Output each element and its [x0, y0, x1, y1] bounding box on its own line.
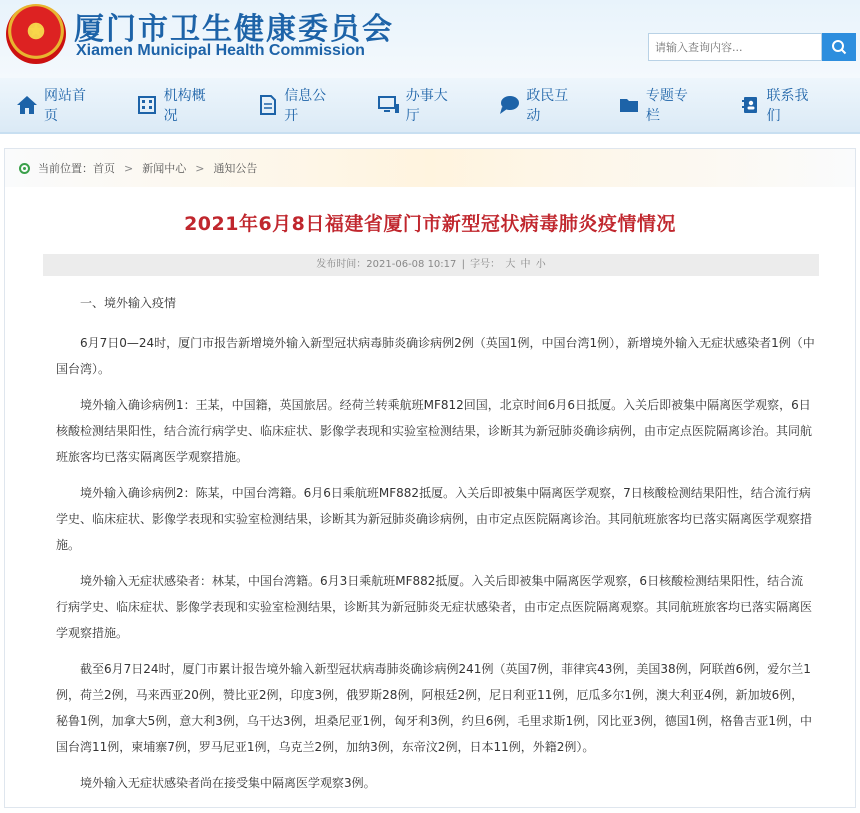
- folder-icon: [619, 95, 640, 115]
- nav-item-info[interactable]: [257, 85, 338, 125]
- nav-item-service[interactable]: [378, 85, 459, 125]
- article-paragraph: 截至6月7日24时，厦门市累计报告境外输入新型冠状病毒肺炎确诊病例241例（英国7例，菲律宾43例，美国38例，阿联酋6例，爱尔兰1例，荷兰2例，马来西亚20例，赞比亚2例，印度3例，俄罗斯28例，阿根廷2例，尼日利亚11例，厄瓜多尔1例，澳大利亚4例，新加坡6例，秘鲁1例，加拿大5例，意大利3例，乌干达3例，坦桑尼亚1例，匈牙利3例，约旦6例，毛里求斯1例，冈比亚3例，德国1例，格鲁吉亚1例，中国台湾11例，柬埔寨7例，罗马尼亚1例，乌克兰2例，加纳3例，东帝汶2例，日本11例，外籍2例）。: [56, 662, 812, 754]
- search-button[interactable]: [822, 33, 856, 61]
- font-size-large-link[interactable]: 大: [505, 259, 516, 270]
- nav-label: 政民互动: [526, 88, 569, 124]
- article-paragraph: 境外输入无症状感染者尚在接受集中隔离医学观察3例。: [80, 776, 376, 790]
- building-icon: [137, 95, 158, 115]
- publish-time: 发布时间：2021-06-08 10:17: [316, 259, 457, 270]
- national-emblem-icon: ★: [6, 4, 66, 64]
- meta-separator: |: [461, 259, 465, 270]
- chevron-right-icon: >: [124, 161, 134, 175]
- monitor-icon: [378, 95, 400, 115]
- chat-icon: [498, 95, 520, 115]
- nav-item-about[interactable]: [137, 85, 218, 125]
- nav-label: 办事大厅: [405, 88, 448, 124]
- location-icon: [19, 163, 30, 174]
- search-input[interactable]: [648, 33, 822, 61]
- breadcrumb-notices[interactable]: 通知公告: [213, 162, 258, 175]
- article-title: 2021年6月8日福建省厦门市新型冠状病毒肺炎疫情情况: [184, 213, 676, 235]
- contact-icon: [739, 95, 760, 115]
- nav-label: 网站首页: [44, 88, 86, 124]
- nav-label: 联系我们: [766, 88, 809, 124]
- home-icon: [16, 95, 38, 115]
- article-meta: [43, 254, 819, 276]
- font-size-label: 字号：: [470, 259, 501, 270]
- section-heading: 一、境外输入疫情: [80, 296, 177, 310]
- article-paragraph: 6月7日0—24时，厦门市报告新增境外输入新型冠状病毒肺炎确诊病例2例（英国1例，中国台湾1例），新增境外输入无症状感染者1例（中国台湾）。: [56, 336, 815, 376]
- article-paragraph: 境外输入无症状感染者：林某，中国台湾籍。6月3日乘航班MF882抵厦。入关后即被集中隔离医学观察，6日核酸检测结果阳性，结合流行病学史、临床症状、影像学表现和实验室检测结果，诊断其为新冠肺炎无症状感染者，由市定点医院隔离观察。其同航班旅客均已落实隔离医学观察措施。: [56, 574, 813, 640]
- nav-item-interact[interactable]: [498, 85, 579, 125]
- main-nav: [0, 78, 860, 134]
- article-paragraph: 境外输入确诊病例2：陈某，中国台湾籍。6月6日乘航班MF882抵厦。入关后即被集中隔离医学观察，7日核酸检测结果阳性，结合流行病学史、临床症状、影像学表现和实验室检测结果，诊断其为新冠肺炎确诊病例，由市定点医院隔离诊治。其同航班旅客均已落实隔离医学观察措施。: [56, 486, 813, 552]
- article-container: [4, 148, 856, 808]
- nav-label: 专题专栏: [645, 88, 688, 124]
- site-header: [0, 0, 860, 78]
- font-size-small-link[interactable]: 小: [535, 259, 546, 270]
- site-title-en: Xiamen Municipal Health Commission: [76, 42, 365, 59]
- chevron-right-icon: >: [195, 161, 205, 175]
- font-size-medium-link[interactable]: 中: [520, 259, 531, 270]
- breadcrumb-prefix: 当前位置：: [38, 162, 93, 175]
- nav-item-topics[interactable]: [619, 85, 700, 125]
- breadcrumb: [5, 149, 855, 187]
- search-icon: [831, 39, 847, 55]
- document-icon: [257, 95, 278, 115]
- search-box: [648, 33, 856, 61]
- site-title-cn[interactable]: 厦门市卫生健康委员会: [74, 12, 394, 47]
- nav-item-contact[interactable]: [739, 85, 820, 125]
- breadcrumb-news[interactable]: 新闻中心: [142, 162, 187, 175]
- article-body: [5, 276, 855, 796]
- nav-item-home[interactable]: [16, 85, 97, 125]
- nav-label: 机构概况: [163, 88, 206, 124]
- article-paragraph: 境外输入确诊病例1：王某，中国籍，英国旅居。经荷兰转乘航班MF812回国，北京时间6月6日抵厦。入关后即被集中隔离医学观察，6日核酸检测结果阳性，结合流行病学史、临床症状、影像学表现和实验室检测结果，诊断其为新冠肺炎确诊病例，由市定点医院隔离诊治。其同航班旅客均已落实隔离医学观察措施。: [56, 398, 813, 464]
- breadcrumb-home[interactable]: 首页: [93, 162, 115, 175]
- nav-label: 信息公开: [284, 88, 327, 124]
